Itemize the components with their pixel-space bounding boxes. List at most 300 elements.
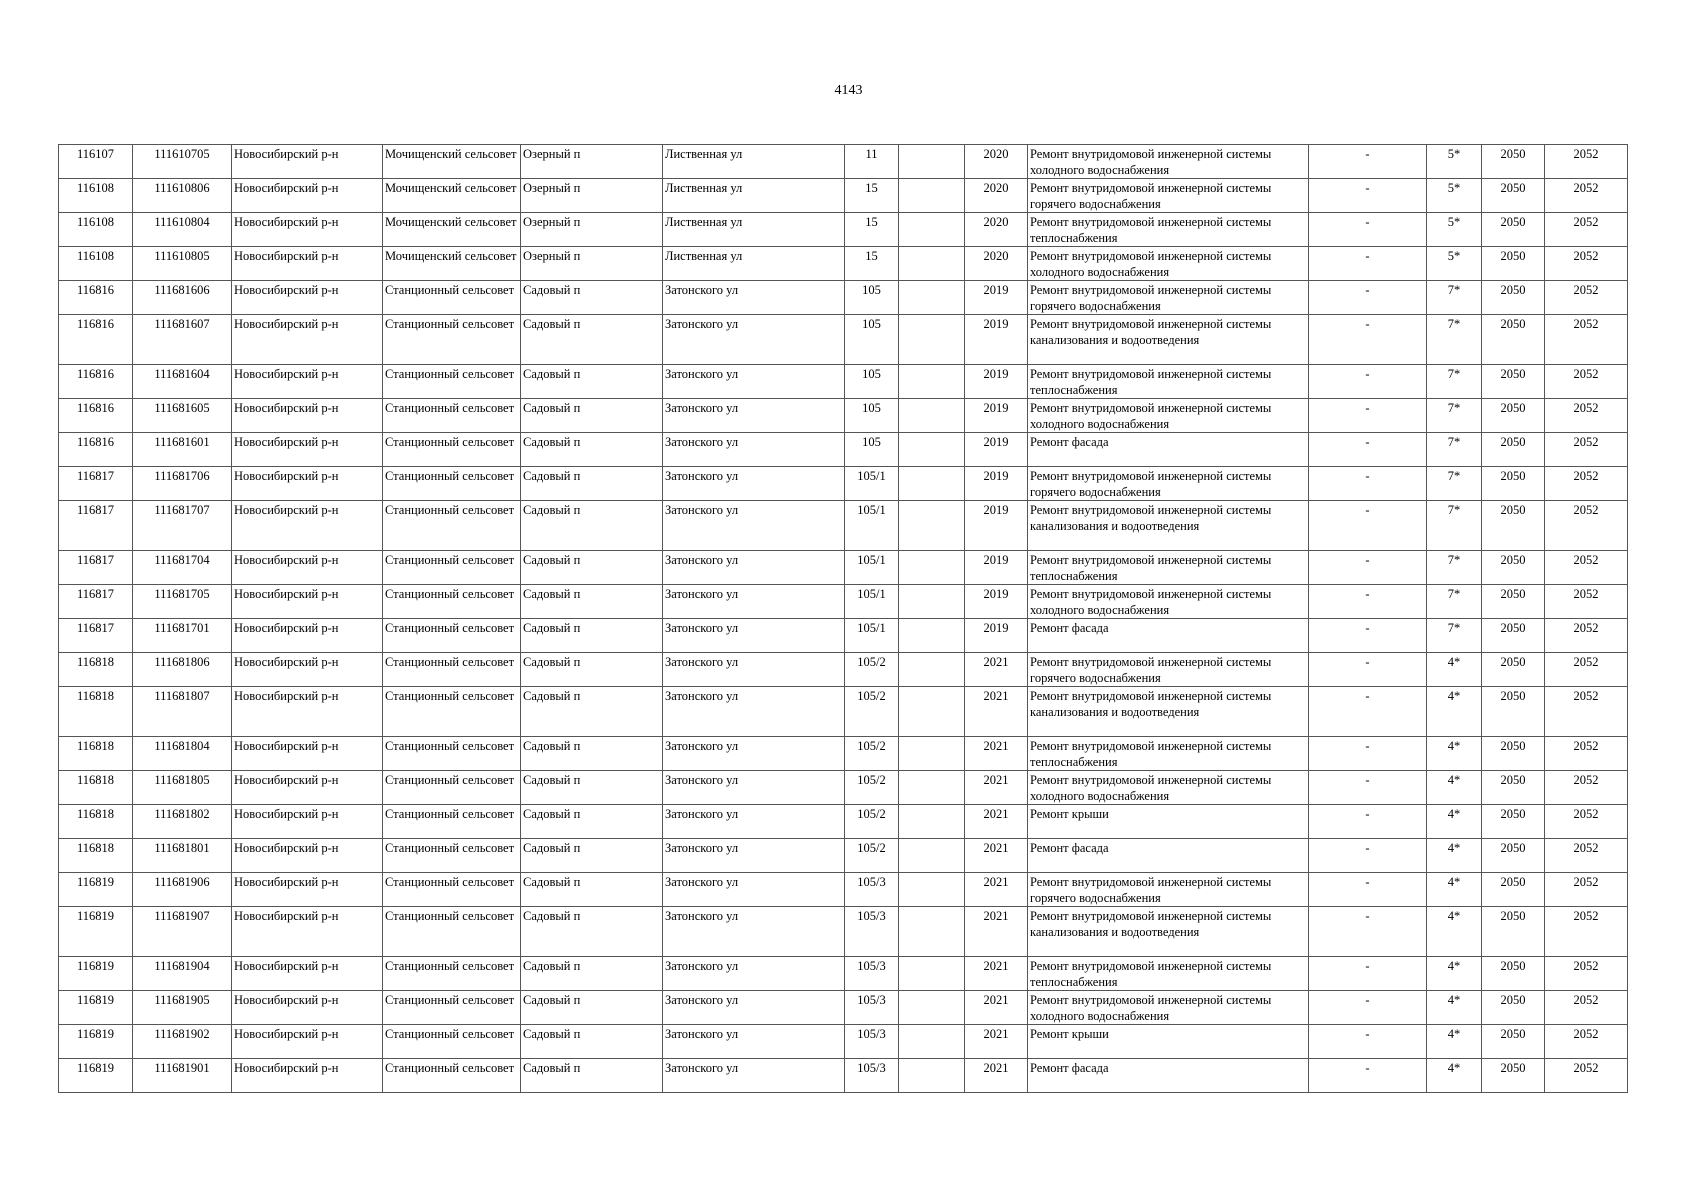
street-cell: Затонского ул [663, 771, 845, 805]
work-code-cell: 111681604 [133, 365, 232, 399]
work-code-cell: 111681704 [133, 551, 232, 585]
start-year-cell: 2050 [1482, 1059, 1545, 1093]
floors-cell: 5* [1427, 247, 1482, 281]
settlement-cell: Садовый п [521, 907, 663, 957]
work-type-cell: Ремонт внутридомовой инженерной системы канализования и водоотведения [1028, 687, 1309, 737]
house-letter-cell [899, 1025, 965, 1059]
settlement-cell: Садовый п [521, 737, 663, 771]
placeholder-cell: - [1309, 281, 1427, 315]
placeholder-cell: - [1309, 737, 1427, 771]
council-cell: Станционный сельсовет [383, 585, 521, 619]
house-letter-cell [899, 805, 965, 839]
start-year-cell: 2050 [1482, 653, 1545, 687]
settlement-cell: Садовый п [521, 839, 663, 873]
start-year-cell: 2050 [1482, 247, 1545, 281]
year-cell: 2019 [965, 551, 1028, 585]
house-letter-cell [899, 873, 965, 907]
street-cell: Затонского ул [663, 585, 845, 619]
street-cell: Затонского ул [663, 1059, 845, 1093]
placeholder-cell: - [1309, 1059, 1427, 1093]
end-year-cell: 2052 [1545, 315, 1628, 365]
start-year-cell: 2050 [1482, 213, 1545, 247]
settlement-cell: Садовый п [521, 281, 663, 315]
start-year-cell: 2050 [1482, 907, 1545, 957]
year-cell: 2021 [965, 687, 1028, 737]
settlement-cell: Садовый п [521, 365, 663, 399]
work-type-cell: Ремонт внутридомовой инженерной системы горячего водоснабжения [1028, 467, 1309, 501]
work-type-cell: Ремонт внутридомовой инженерной системы горячего водоснабжения [1028, 281, 1309, 315]
council-cell: Станционный сельсовет [383, 805, 521, 839]
placeholder-cell: - [1309, 399, 1427, 433]
work-code-cell: 111681804 [133, 737, 232, 771]
floors-cell: 4* [1427, 1059, 1482, 1093]
year-cell: 2020 [965, 179, 1028, 213]
district-cell: Новосибирский р-н [232, 501, 383, 551]
council-cell: Мочищенский сельсовет [383, 247, 521, 281]
start-year-cell: 2050 [1482, 365, 1545, 399]
work-code-cell: 111681801 [133, 839, 232, 873]
house-number-cell: 105/3 [845, 873, 899, 907]
council-cell: Мочищенский сельсовет [383, 179, 521, 213]
end-year-cell: 2052 [1545, 619, 1628, 653]
work-code-cell: 111681905 [133, 991, 232, 1025]
placeholder-cell: - [1309, 805, 1427, 839]
year-cell: 2019 [965, 585, 1028, 619]
house-number-cell: 105 [845, 365, 899, 399]
floors-cell: 4* [1427, 653, 1482, 687]
year-cell: 2019 [965, 467, 1028, 501]
table-row [59, 1059, 1628, 1093]
floors-cell: 4* [1427, 957, 1482, 991]
house-number-cell: 15 [845, 247, 899, 281]
work-type-cell: Ремонт крыши [1028, 1025, 1309, 1059]
table-row [59, 281, 1628, 315]
year-cell: 2021 [965, 771, 1028, 805]
settlement-cell: Садовый п [521, 467, 663, 501]
table-row [59, 551, 1628, 585]
house-letter-cell [899, 433, 965, 467]
street-cell: Затонского ул [663, 1025, 845, 1059]
placeholder-cell: - [1309, 315, 1427, 365]
house-letter-cell [899, 839, 965, 873]
work-type-cell: Ремонт фасада [1028, 433, 1309, 467]
placeholder-cell: - [1309, 873, 1427, 907]
end-year-cell: 2052 [1545, 433, 1628, 467]
house-letter-cell [899, 585, 965, 619]
placeholder-cell: - [1309, 991, 1427, 1025]
street-cell: Затонского ул [663, 501, 845, 551]
work-type-cell: Ремонт внутридомовой инженерной системы теплоснабжения [1028, 365, 1309, 399]
year-cell: 2019 [965, 365, 1028, 399]
street-cell: Затонского ул [663, 281, 845, 315]
end-year-cell: 2052 [1545, 907, 1628, 957]
house-letter-cell [899, 687, 965, 737]
year-cell: 2021 [965, 991, 1028, 1025]
placeholder-cell: - [1309, 213, 1427, 247]
table-row [59, 315, 1628, 365]
registry-table [58, 144, 1628, 1093]
end-year-cell: 2052 [1545, 585, 1628, 619]
district-cell: Новосибирский р-н [232, 619, 383, 653]
council-cell: Станционный сельсовет [383, 873, 521, 907]
building-id-cell: 116819 [59, 1025, 133, 1059]
district-cell: Новосибирский р-н [232, 907, 383, 957]
district-cell: Новосибирский р-н [232, 585, 383, 619]
house-number-cell: 105/2 [845, 687, 899, 737]
floors-cell: 5* [1427, 179, 1482, 213]
building-id-cell: 116108 [59, 247, 133, 281]
work-code-cell: 111681705 [133, 585, 232, 619]
settlement-cell: Садовый п [521, 433, 663, 467]
settlement-cell: Садовый п [521, 551, 663, 585]
work-type-cell: Ремонт внутридомовой инженерной системы теплоснабжения [1028, 957, 1309, 991]
council-cell: Станционный сельсовет [383, 737, 521, 771]
year-cell: 2019 [965, 501, 1028, 551]
district-cell: Новосибирский р-н [232, 365, 383, 399]
house-letter-cell [899, 365, 965, 399]
building-id-cell: 116816 [59, 365, 133, 399]
settlement-cell: Садовый п [521, 1059, 663, 1093]
street-cell: Затонского ул [663, 315, 845, 365]
settlement-cell: Озерный п [521, 145, 663, 179]
placeholder-cell: - [1309, 771, 1427, 805]
table-row [59, 653, 1628, 687]
start-year-cell: 2050 [1482, 687, 1545, 737]
street-cell: Затонского ул [663, 365, 845, 399]
building-id-cell: 116819 [59, 991, 133, 1025]
house-number-cell: 11 [845, 145, 899, 179]
building-id-cell: 116817 [59, 619, 133, 653]
end-year-cell: 2052 [1545, 957, 1628, 991]
building-id-cell: 116816 [59, 433, 133, 467]
house-number-cell: 105/1 [845, 501, 899, 551]
start-year-cell: 2050 [1482, 873, 1545, 907]
placeholder-cell: - [1309, 619, 1427, 653]
house-number-cell: 105/2 [845, 653, 899, 687]
work-type-cell: Ремонт внутридомовой инженерной системы холодного водоснабжения [1028, 399, 1309, 433]
floors-cell: 7* [1427, 551, 1482, 585]
work-code-cell: 111681907 [133, 907, 232, 957]
end-year-cell: 2052 [1545, 1025, 1628, 1059]
council-cell: Станционный сельсовет [383, 991, 521, 1025]
work-code-cell: 111610705 [133, 145, 232, 179]
floors-cell: 4* [1427, 771, 1482, 805]
start-year-cell: 2050 [1482, 399, 1545, 433]
work-code-cell: 111681901 [133, 1059, 232, 1093]
district-cell: Новосибирский р-н [232, 873, 383, 907]
building-id-cell: 116108 [59, 213, 133, 247]
placeholder-cell: - [1309, 653, 1427, 687]
work-code-cell: 111681805 [133, 771, 232, 805]
end-year-cell: 2052 [1545, 247, 1628, 281]
street-cell: Затонского ул [663, 551, 845, 585]
district-cell: Новосибирский р-н [232, 213, 383, 247]
building-id-cell: 116819 [59, 873, 133, 907]
end-year-cell: 2052 [1545, 1059, 1628, 1093]
year-cell: 2021 [965, 653, 1028, 687]
district-cell: Новосибирский р-н [232, 467, 383, 501]
house-letter-cell [899, 281, 965, 315]
table-row [59, 365, 1628, 399]
building-id-cell: 116819 [59, 1059, 133, 1093]
street-cell: Затонского ул [663, 957, 845, 991]
table-row [59, 145, 1628, 179]
house-letter-cell [899, 145, 965, 179]
table-row [59, 687, 1628, 737]
district-cell: Новосибирский р-н [232, 145, 383, 179]
table-row [59, 467, 1628, 501]
district-cell: Новосибирский р-н [232, 771, 383, 805]
placeholder-cell: - [1309, 1025, 1427, 1059]
table-row [59, 399, 1628, 433]
settlement-cell: Садовый п [521, 399, 663, 433]
start-year-cell: 2050 [1482, 805, 1545, 839]
end-year-cell: 2052 [1545, 737, 1628, 771]
house-number-cell: 15 [845, 213, 899, 247]
start-year-cell: 2050 [1482, 501, 1545, 551]
street-cell: Затонского ул [663, 653, 845, 687]
settlement-cell: Садовый п [521, 991, 663, 1025]
placeholder-cell: - [1309, 467, 1427, 501]
building-id-cell: 116817 [59, 585, 133, 619]
council-cell: Станционный сельсовет [383, 1025, 521, 1059]
table-row [59, 991, 1628, 1025]
year-cell: 2019 [965, 433, 1028, 467]
work-type-cell: Ремонт фасада [1028, 619, 1309, 653]
start-year-cell: 2050 [1482, 619, 1545, 653]
work-code-cell: 111610806 [133, 179, 232, 213]
end-year-cell: 2052 [1545, 179, 1628, 213]
floors-cell: 7* [1427, 501, 1482, 551]
council-cell: Станционный сельсовет [383, 839, 521, 873]
start-year-cell: 2050 [1482, 281, 1545, 315]
street-cell: Лиственная ул [663, 213, 845, 247]
work-type-cell: Ремонт внутридомовой инженерной системы канализования и водоотведения [1028, 907, 1309, 957]
council-cell: Мочищенский сельсовет [383, 145, 521, 179]
district-cell: Новосибирский р-н [232, 281, 383, 315]
work-code-cell: 111681605 [133, 399, 232, 433]
house-letter-cell [899, 771, 965, 805]
table-row [59, 771, 1628, 805]
table-row [59, 213, 1628, 247]
house-letter-cell [899, 247, 965, 281]
work-type-cell: Ремонт внутридомовой инженерной системы холодного водоснабжения [1028, 991, 1309, 1025]
work-code-cell: 111610805 [133, 247, 232, 281]
table-row [59, 839, 1628, 873]
floors-cell: 4* [1427, 1025, 1482, 1059]
street-cell: Затонского ул [663, 907, 845, 957]
council-cell: Станционный сельсовет [383, 551, 521, 585]
placeholder-cell: - [1309, 687, 1427, 737]
floors-cell: 4* [1427, 687, 1482, 737]
end-year-cell: 2052 [1545, 805, 1628, 839]
placeholder-cell: - [1309, 145, 1427, 179]
settlement-cell: Садовый п [521, 687, 663, 737]
placeholder-cell: - [1309, 365, 1427, 399]
building-id-cell: 116817 [59, 467, 133, 501]
table-row [59, 585, 1628, 619]
house-letter-cell [899, 737, 965, 771]
council-cell: Станционный сельсовет [383, 619, 521, 653]
table-row [59, 957, 1628, 991]
house-number-cell: 105/2 [845, 737, 899, 771]
floors-cell: 7* [1427, 619, 1482, 653]
placeholder-cell: - [1309, 247, 1427, 281]
house-letter-cell [899, 315, 965, 365]
table-row [59, 501, 1628, 551]
end-year-cell: 2052 [1545, 399, 1628, 433]
work-type-cell: Ремонт внутридомовой инженерной системы горячего водоснабжения [1028, 653, 1309, 687]
settlement-cell: Озерный п [521, 247, 663, 281]
district-cell: Новосибирский р-н [232, 839, 383, 873]
end-year-cell: 2052 [1545, 873, 1628, 907]
work-type-cell: Ремонт внутридомовой инженерной системы канализования и водоотведения [1028, 315, 1309, 365]
district-cell: Новосибирский р-н [232, 433, 383, 467]
building-id-cell: 116817 [59, 501, 133, 551]
work-code-cell: 111681607 [133, 315, 232, 365]
year-cell: 2019 [965, 399, 1028, 433]
council-cell: Станционный сельсовет [383, 501, 521, 551]
year-cell: 2021 [965, 907, 1028, 957]
work-type-cell: Ремонт внутридомовой инженерной системы канализования и водоотведения [1028, 501, 1309, 551]
start-year-cell: 2050 [1482, 315, 1545, 365]
district-cell: Новосибирский р-н [232, 179, 383, 213]
year-cell: 2021 [965, 1059, 1028, 1093]
building-id-cell: 116816 [59, 315, 133, 365]
council-cell: Станционный сельсовет [383, 365, 521, 399]
year-cell: 2020 [965, 247, 1028, 281]
work-code-cell: 111681906 [133, 873, 232, 907]
council-cell: Мочищенский сельсовет [383, 213, 521, 247]
work-code-cell: 111681601 [133, 433, 232, 467]
building-id-cell: 116819 [59, 957, 133, 991]
work-type-cell: Ремонт внутридомовой инженерной системы холодного водоснабжения [1028, 145, 1309, 179]
district-cell: Новосибирский р-н [232, 247, 383, 281]
table-row [59, 873, 1628, 907]
district-cell: Новосибирский р-н [232, 1059, 383, 1093]
start-year-cell: 2050 [1482, 179, 1545, 213]
start-year-cell: 2050 [1482, 1025, 1545, 1059]
placeholder-cell: - [1309, 839, 1427, 873]
end-year-cell: 2052 [1545, 213, 1628, 247]
house-letter-cell [899, 991, 965, 1025]
year-cell: 2021 [965, 839, 1028, 873]
house-letter-cell [899, 551, 965, 585]
work-code-cell: 111681802 [133, 805, 232, 839]
council-cell: Станционный сельсовет [383, 433, 521, 467]
house-number-cell: 105/2 [845, 805, 899, 839]
settlement-cell: Садовый п [521, 957, 663, 991]
work-type-cell: Ремонт крыши [1028, 805, 1309, 839]
district-cell: Новосибирский р-н [232, 399, 383, 433]
house-letter-cell [899, 907, 965, 957]
work-type-cell: Ремонт внутридомовой инженерной системы теплоснабжения [1028, 737, 1309, 771]
house-number-cell: 105/2 [845, 771, 899, 805]
start-year-cell: 2050 [1482, 771, 1545, 805]
end-year-cell: 2052 [1545, 145, 1628, 179]
building-id-cell: 116819 [59, 907, 133, 957]
floors-cell: 7* [1427, 315, 1482, 365]
work-code-cell: 111681806 [133, 653, 232, 687]
district-cell: Новосибирский р-н [232, 687, 383, 737]
district-cell: Новосибирский р-н [232, 653, 383, 687]
council-cell: Станционный сельсовет [383, 687, 521, 737]
house-letter-cell [899, 467, 965, 501]
year-cell: 2021 [965, 957, 1028, 991]
floors-cell: 7* [1427, 433, 1482, 467]
district-cell: Новосибирский р-н [232, 737, 383, 771]
work-type-cell: Ремонт фасада [1028, 1059, 1309, 1093]
building-id-cell: 116818 [59, 805, 133, 839]
floors-cell: 4* [1427, 873, 1482, 907]
work-code-cell: 111681701 [133, 619, 232, 653]
placeholder-cell: - [1309, 957, 1427, 991]
street-cell: Затонского ул [663, 873, 845, 907]
council-cell: Станционный сельсовет [383, 399, 521, 433]
house-letter-cell [899, 619, 965, 653]
house-letter-cell [899, 213, 965, 247]
year-cell: 2019 [965, 281, 1028, 315]
work-code-cell: 111681807 [133, 687, 232, 737]
house-letter-cell [899, 179, 965, 213]
year-cell: 2019 [965, 619, 1028, 653]
settlement-cell: Садовый п [521, 585, 663, 619]
work-type-cell: Ремонт внутридомовой инженерной системы теплоснабжения [1028, 213, 1309, 247]
floors-cell: 5* [1427, 145, 1482, 179]
work-code-cell: 111681606 [133, 281, 232, 315]
council-cell: Станционный сельсовет [383, 467, 521, 501]
floors-cell: 7* [1427, 365, 1482, 399]
end-year-cell: 2052 [1545, 365, 1628, 399]
house-letter-cell [899, 1059, 965, 1093]
council-cell: Станционный сельсовет [383, 281, 521, 315]
start-year-cell: 2050 [1482, 585, 1545, 619]
work-type-cell: Ремонт внутридомовой инженерной системы теплоснабжения [1028, 551, 1309, 585]
house-number-cell: 105/1 [845, 619, 899, 653]
house-number-cell: 105/1 [845, 467, 899, 501]
street-cell: Лиственная ул [663, 247, 845, 281]
year-cell: 2021 [965, 873, 1028, 907]
floors-cell: 4* [1427, 991, 1482, 1025]
settlement-cell: Садовый п [521, 1025, 663, 1059]
building-id-cell: 116817 [59, 551, 133, 585]
floors-cell: 4* [1427, 805, 1482, 839]
street-cell: Лиственная ул [663, 179, 845, 213]
house-number-cell: 105/3 [845, 957, 899, 991]
building-id-cell: 116818 [59, 687, 133, 737]
page-number: 4143 [834, 83, 863, 98]
table-row [59, 737, 1628, 771]
placeholder-cell: - [1309, 585, 1427, 619]
building-id-cell: 116108 [59, 179, 133, 213]
table-row [59, 433, 1628, 467]
district-cell: Новосибирский р-н [232, 957, 383, 991]
street-cell: Затонского ул [663, 737, 845, 771]
floors-cell: 4* [1427, 839, 1482, 873]
district-cell: Новосибирский р-н [232, 315, 383, 365]
start-year-cell: 2050 [1482, 957, 1545, 991]
year-cell: 2020 [965, 213, 1028, 247]
street-cell: Затонского ул [663, 399, 845, 433]
table-row [59, 1025, 1628, 1059]
settlement-cell: Озерный п [521, 213, 663, 247]
street-cell: Лиственная ул [663, 145, 845, 179]
floors-cell: 4* [1427, 907, 1482, 957]
house-number-cell: 105/3 [845, 991, 899, 1025]
work-code-cell: 111681902 [133, 1025, 232, 1059]
settlement-cell: Садовый п [521, 771, 663, 805]
end-year-cell: 2052 [1545, 281, 1628, 315]
